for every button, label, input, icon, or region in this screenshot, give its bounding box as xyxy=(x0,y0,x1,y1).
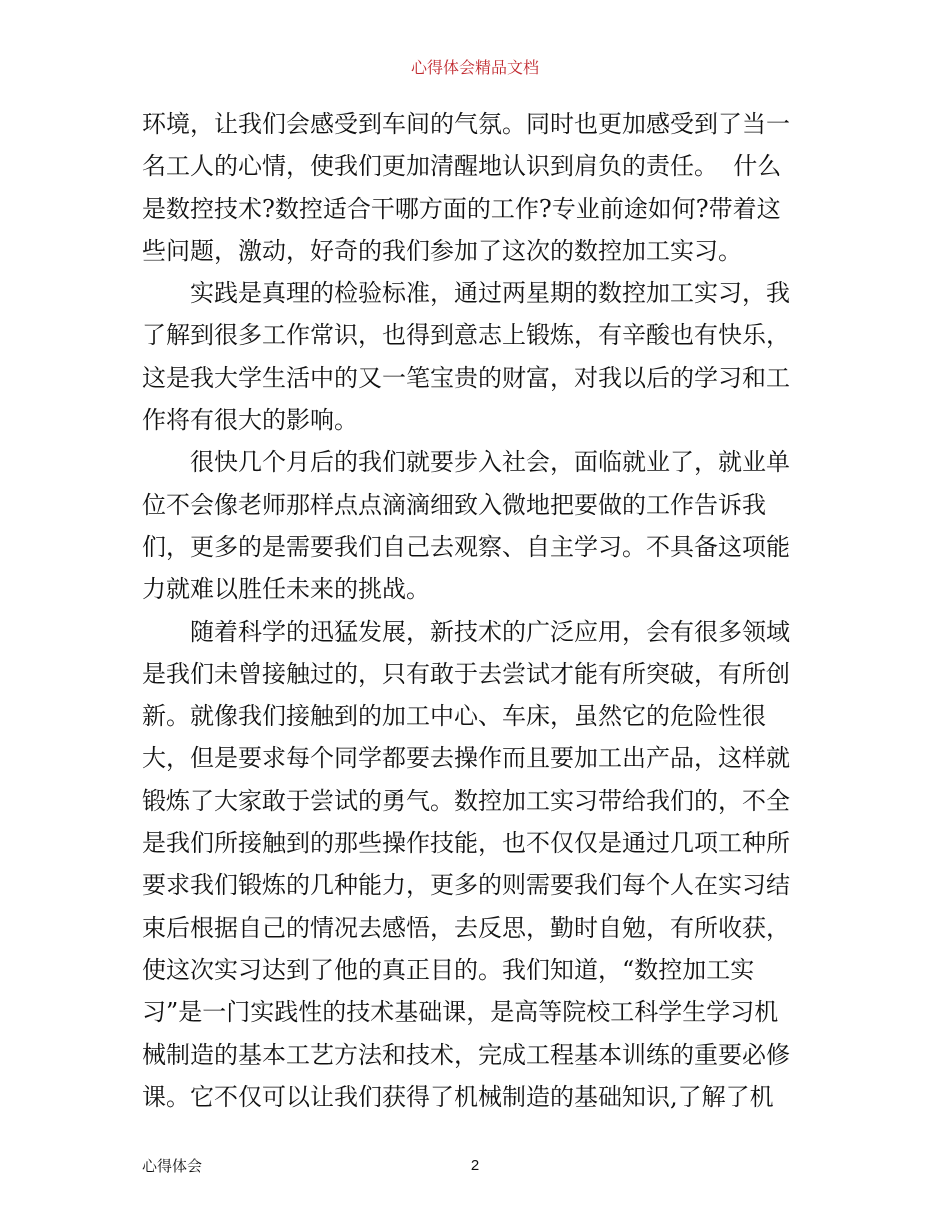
paragraph-first-line: 实践是真理的检验标准，通过两星期的数控加工实习，我 xyxy=(190,279,790,308)
text-line: 使这次实习达到了他的真正目的。我们知道，“数控加工实 xyxy=(142,955,755,984)
text-line: 名工人的心情，使我们更加清醒地认识到肩负的责任。 什么 xyxy=(142,152,782,181)
text-line: 习”是一门实践性的技术基础课，是高等院校工科学生学习机 xyxy=(142,998,779,1027)
text-line: 械制造的基本工艺方法和技术，完成工程基本训练的重要必修 xyxy=(142,1040,790,1069)
text-line: 们，更多的是需要我们自己去观察、自主学习。不具备这项能 xyxy=(142,532,790,561)
text-line: 力就难以胜任未来的挑战。 xyxy=(142,575,430,604)
text-line: 要求我们锻炼的几种能力，更多的则需要我们每个人在实习结 xyxy=(142,871,790,900)
paragraph-first-line: 很快几个月后的我们就要步入社会，面临就业了，就业单 xyxy=(190,448,790,477)
text-line: 是数控技术?数控适合干哪方面的工作?专业前途如何?带着这 xyxy=(142,194,781,223)
text-line: 位不会像老师那样点点滴滴细致入微地把要做的工作告诉我 xyxy=(142,490,766,519)
text-line: 是我们所接触到的那些操作技能，也不仅仅是通过几项工种所 xyxy=(142,829,790,858)
text-line: 作将有很大的影响。 xyxy=(142,406,358,435)
body-text xyxy=(142,103,810,1118)
text-line: 这是我大学生活中的又一笔宝贵的财富，对我以后的学习和工 xyxy=(142,363,790,392)
text-line: 环境，让我们会感受到车间的气氛。同时也更加感受到了当一 xyxy=(142,110,790,138)
text-line: 课。它不仅可以让我们获得了机械制造的基础知识,了解了机 xyxy=(142,1082,774,1111)
text-line: 锻炼了大家敢于尝试的勇气。数控加工实习带给我们的，不全 xyxy=(142,786,790,815)
text-line: 了解到很多工作常识，也得到意志上锻炼，有辛酸也有快乐， xyxy=(142,321,790,350)
text-line: 新。就像我们接触到的加工中心、车床，虽然它的危险性很 xyxy=(142,702,766,731)
page-number: 2 xyxy=(470,1157,480,1174)
footer-label: 心得体会 xyxy=(142,1157,203,1175)
text-line: 束后根据自己的情况去感悟，去反思，勤时自勉，有所收获， xyxy=(142,913,790,942)
text-line: 大，但是要求每个同学都要去操作而且要加工出产品，这样就 xyxy=(142,744,790,773)
paragraph-first-line: 随着科学的迅猛发展，新技术的广泛应用，会有很多领域 xyxy=(190,617,790,646)
page-header-title: 心得体会精品文档 xyxy=(410,58,539,77)
text-line: 是我们未曾接触过的，只有敢于去尝试才能有所突破，有所创 xyxy=(142,659,790,688)
text-line: 些问题，激动，好奇的我们参加了这次的数控加工实习。 xyxy=(142,236,742,265)
